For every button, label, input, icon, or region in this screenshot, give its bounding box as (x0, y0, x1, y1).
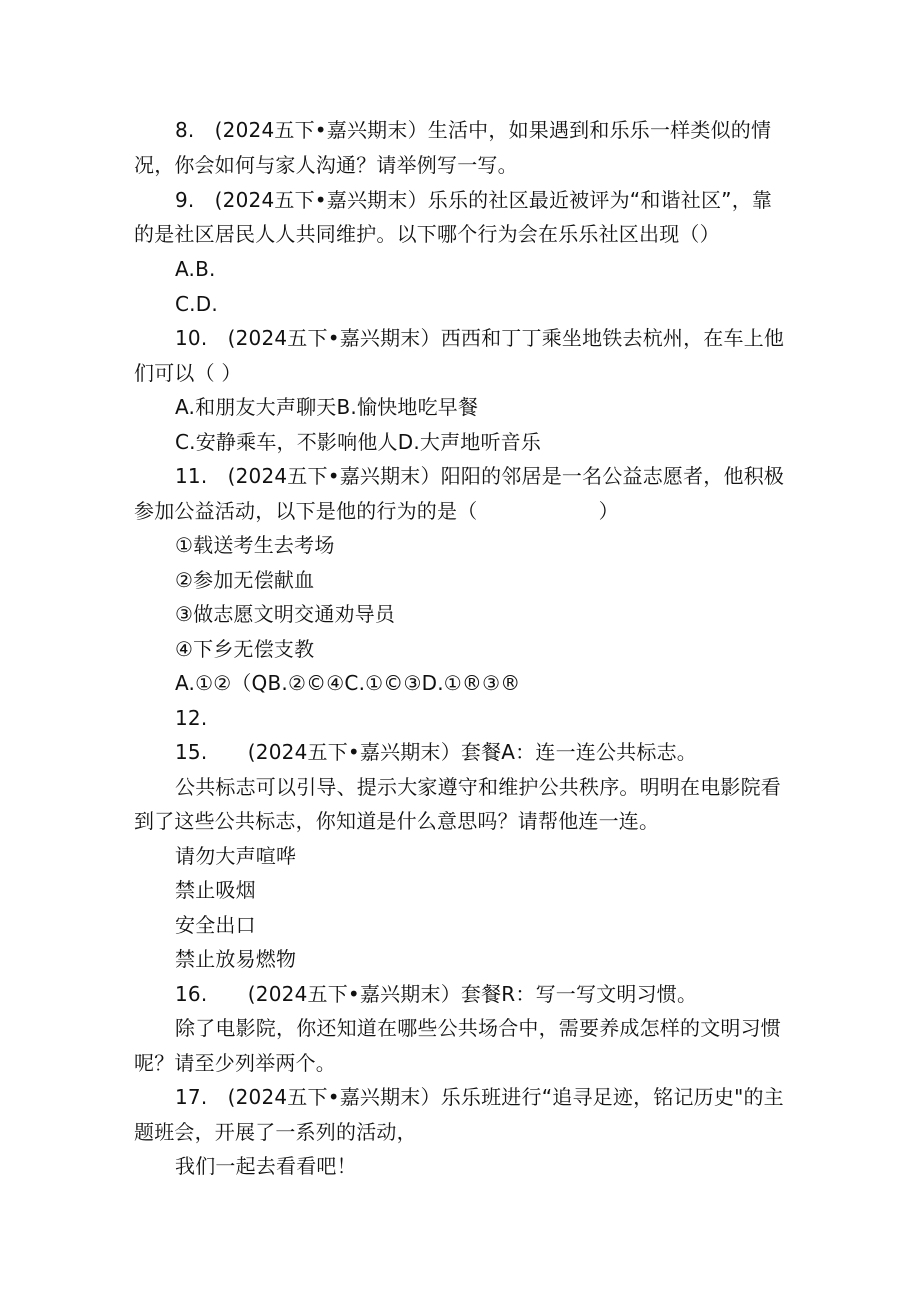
q15-sign-4: 禁止放易燃物 (175, 947, 297, 971)
q11-line-2: 参加公益活动，以下是他的行为的是（ ） (134, 499, 619, 523)
q15-line-3: 到了这些公共标志，你知道是什么意思吗？请帮他连一连。 (134, 809, 660, 833)
q15-sign-2: 禁止吸烟 (175, 878, 256, 902)
q8-line-2: 况，你会如何与家人沟通？请举例写一写。 (134, 153, 518, 177)
q11-item-3: ③做志愿文明交通劝导员 (175, 602, 396, 626)
q10-line-1: 10. (2024五下•嘉兴期末）西西和丁丁乘坐地铁去杭州，在车上他 (175, 326, 785, 350)
q9-options-ab: A.B. (175, 257, 216, 281)
q11-options: A.①②（QB.②©④C.①©③D.①®③® (175, 671, 521, 695)
q11-line-1: 11. (2024五下•嘉兴期末）阳阳的邻居是一名公益志愿者，他积极 (175, 464, 785, 488)
q9-line-2: 的是社区居民人人共同维护。以下哪个行为会在乐乐社区出现（） (134, 222, 720, 246)
q8-line-1: 8. (2024五下•嘉兴期末）生活中，如果遇到和乐乐一样类似的情 (175, 118, 772, 142)
q10-options-cd: C.安静乘车，不影响他人D.大声地听音乐 (175, 430, 542, 454)
q10-line-2: 们可以（ ） (134, 361, 242, 385)
q11-item-4: ④下乡无偿支教 (175, 637, 315, 661)
q16-line-3: 呢？请至少列举两个。 (134, 1051, 336, 1075)
q11-item-1: ①载送考生去考场 (175, 533, 335, 557)
q12-line: 12. (175, 706, 208, 730)
q9-options-cd: C.D. (175, 292, 218, 316)
q17-line-1: 17. (2024五下•嘉兴期末）乐乐班进行“追寻足迹，铭记历史"的主 (175, 1085, 784, 1109)
q10-options-ab: A.和朋友大声聊天B.愉快地吃早餐 (175, 395, 479, 419)
q17-line-3: 我们一起去看看吧！ (175, 1154, 357, 1178)
q15-sign-3: 安全出口 (175, 913, 256, 937)
q16-line-1: 16. (2024五下•嘉兴期末）套餐R：写一写文明习惯。 (175, 982, 698, 1006)
q9-line-1: 9. (2024五下•嘉兴期末）乐乐的社区最近被评为“和谐社区”，靠 (175, 188, 773, 212)
q15-line-2: 公共标志可以引导、提示大家遵守和维护公共秩序。明明在电影院看 (175, 775, 781, 799)
q16-line-2: 除了电影院，你还知道在哪些公共场合中，需要养成怎样的文明习惯 (175, 1016, 781, 1040)
q17-line-2: 题班会，开展了一系列的活动， (134, 1120, 417, 1144)
q15-line-1: 15. (2024五下•嘉兴期末）套餐A：连一连公共标志。 (175, 740, 697, 764)
q11-item-2: ②参加无偿献血 (175, 568, 315, 592)
q15-sign-1: 请勿大声喧哗 (175, 844, 297, 868)
